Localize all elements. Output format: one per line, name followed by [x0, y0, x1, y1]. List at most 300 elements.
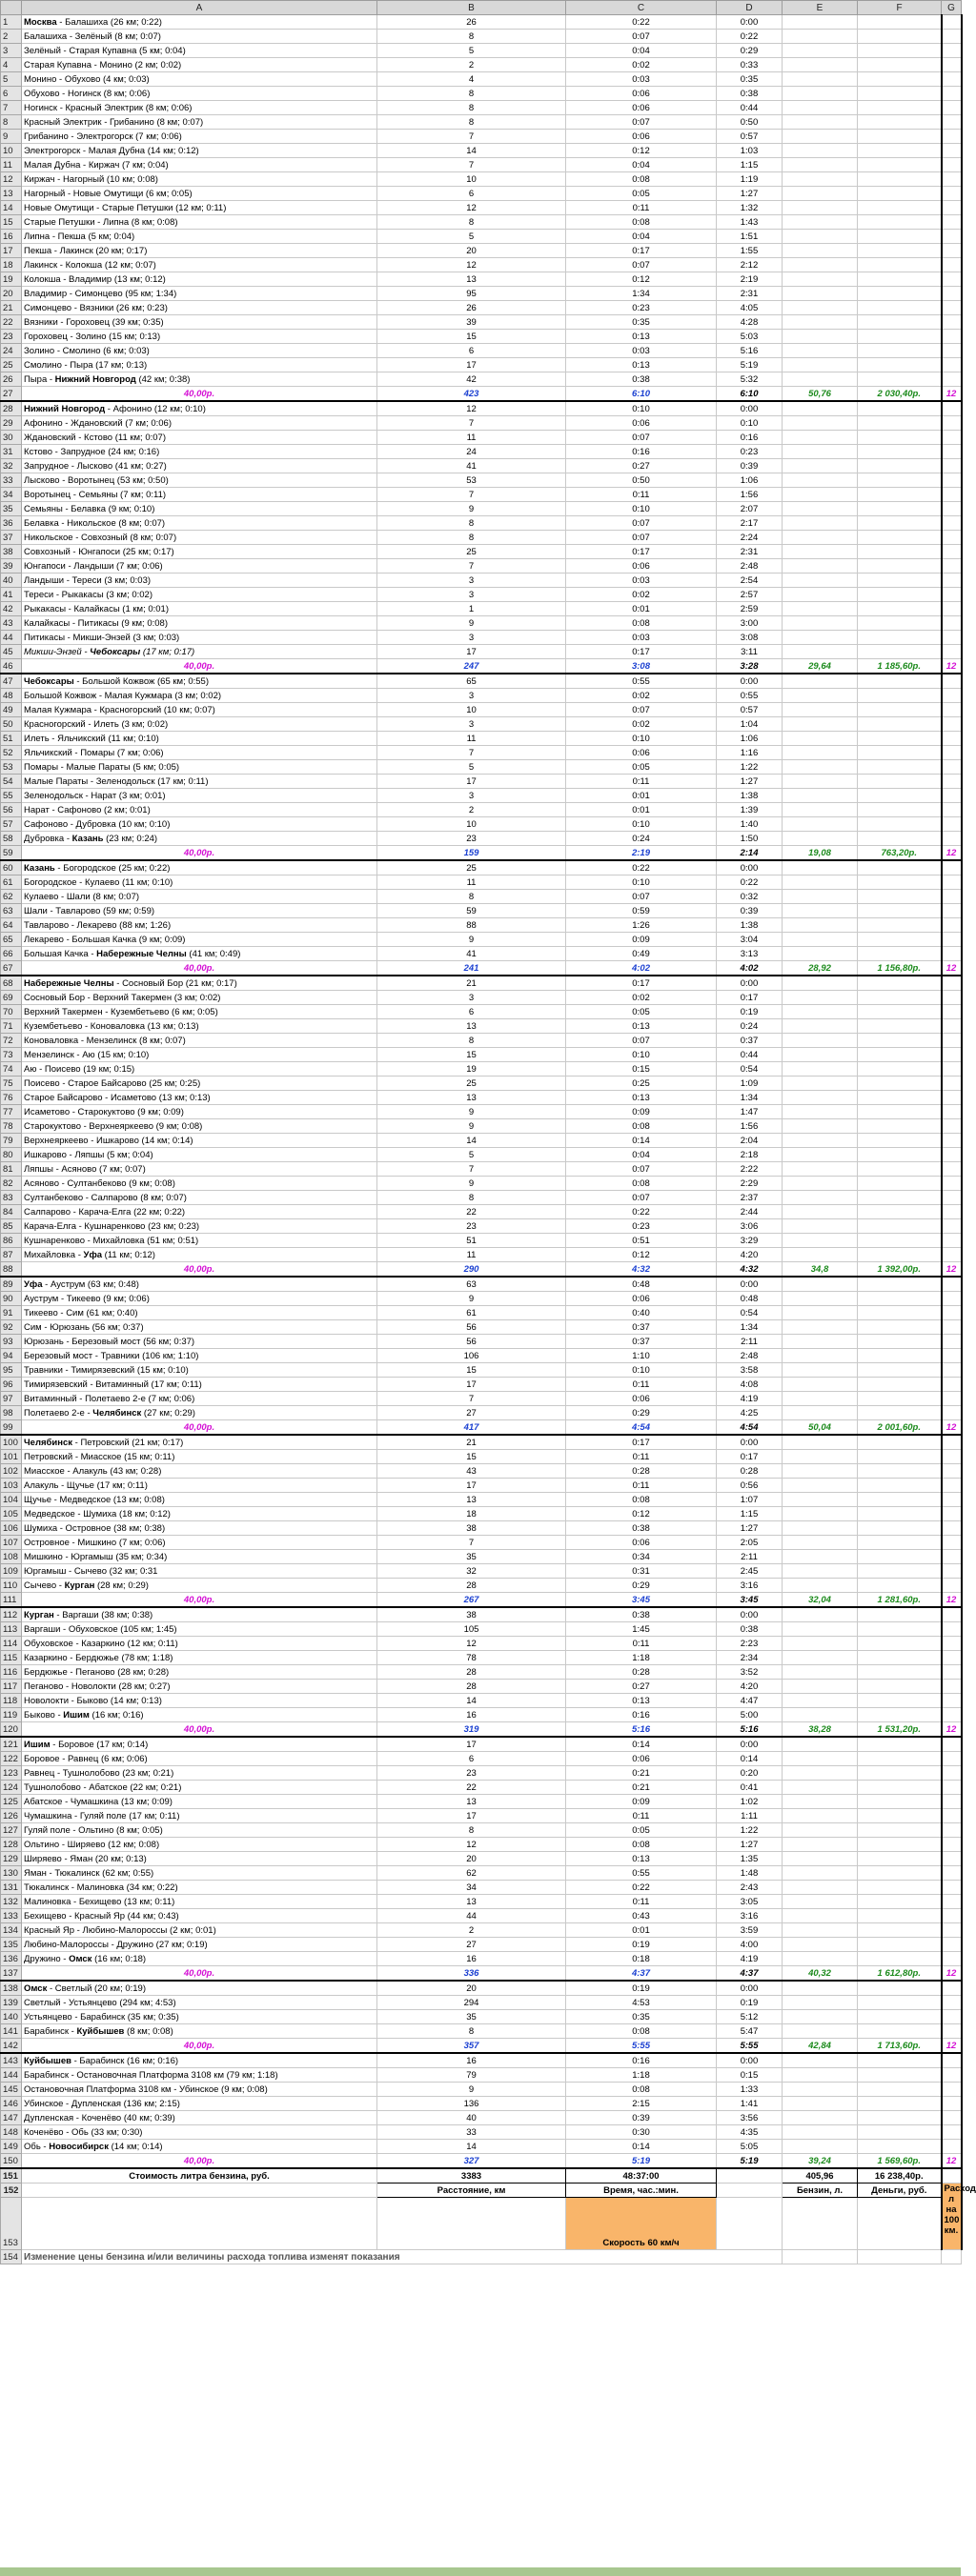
consumption[interactable]	[942, 2097, 962, 2111]
elapsed-time[interactable]: 4:19	[717, 1952, 783, 1966]
fuel-money[interactable]	[858, 1536, 942, 1550]
fuel-money[interactable]	[858, 58, 942, 72]
distance-km[interactable]: 267	[377, 1593, 566, 1608]
fuel-money[interactable]	[858, 1923, 942, 1938]
consumption[interactable]	[942, 1809, 962, 1823]
travel-time[interactable]: 0:07	[566, 516, 717, 531]
consumption[interactable]	[942, 1909, 962, 1923]
route-segment[interactable]	[22, 904, 377, 918]
row-header[interactable]: 33	[1, 473, 22, 488]
route-segment[interactable]	[22, 918, 377, 933]
consumption[interactable]	[942, 2010, 962, 2024]
elapsed-time[interactable]: 0:00	[717, 976, 783, 991]
fuel-liters[interactable]	[783, 1363, 858, 1378]
distance-km[interactable]: 65	[377, 674, 566, 689]
fuel-liters[interactable]	[783, 2053, 858, 2068]
elapsed-time[interactable]: 1:04	[717, 717, 783, 732]
elapsed-time[interactable]: 3:28	[717, 659, 783, 674]
travel-time[interactable]: 0:02	[566, 717, 717, 732]
distance-km[interactable]: 105	[377, 1622, 566, 1637]
row-header[interactable]: 139	[1, 1996, 22, 2010]
consumption[interactable]	[942, 631, 962, 645]
route-segment[interactable]	[22, 1349, 377, 1363]
fuel-money[interactable]: 763,20р.	[858, 846, 942, 861]
route-segment[interactable]	[22, 1881, 377, 1895]
elapsed-time[interactable]: 4:47	[717, 1694, 783, 1708]
elapsed-time[interactable]: 5:16	[717, 1722, 783, 1738]
fuel-liters[interactable]	[783, 1622, 858, 1637]
elapsed-time[interactable]: 0:19	[717, 1996, 783, 2010]
consumption[interactable]	[942, 416, 962, 431]
row-header[interactable]: 37	[1, 531, 22, 545]
row-header[interactable]: 49	[1, 703, 22, 717]
consumption[interactable]	[942, 502, 962, 516]
consumption[interactable]	[942, 1019, 962, 1034]
consumption[interactable]: 12	[942, 961, 962, 976]
fuel-money[interactable]	[858, 645, 942, 659]
column-header-a[interactable]: A	[22, 1, 377, 15]
fuel-liters[interactable]	[783, 531, 858, 545]
fuel-money[interactable]	[858, 2125, 942, 2140]
distance-km[interactable]: 59	[377, 904, 566, 918]
route-segment[interactable]	[22, 344, 377, 358]
fuel-money[interactable]	[858, 717, 942, 732]
distance-km[interactable]: 34	[377, 1881, 566, 1895]
consumption[interactable]	[942, 1005, 962, 1019]
fuel-money[interactable]	[858, 1622, 942, 1637]
consumption[interactable]	[942, 1694, 962, 1708]
elapsed-time[interactable]: 1:56	[717, 1119, 783, 1134]
distance-km[interactable]: 19	[377, 1062, 566, 1077]
distance-km[interactable]: 106	[377, 1349, 566, 1363]
distance-km[interactable]: 8	[377, 890, 566, 904]
consumption[interactable]	[942, 1077, 962, 1091]
fuel-liters[interactable]	[783, 1005, 858, 1019]
fuel-money[interactable]	[858, 44, 942, 58]
consumption[interactable]	[942, 1665, 962, 1680]
route-segment[interactable]	[22, 933, 377, 947]
route-segment[interactable]	[22, 130, 377, 144]
row-header[interactable]: 117	[1, 1680, 22, 1694]
fuel-money[interactable]	[858, 158, 942, 172]
travel-time[interactable]: 0:11	[566, 1479, 717, 1493]
fuel-money[interactable]	[858, 187, 942, 201]
fuel-money[interactable]	[858, 230, 942, 244]
fuel-liters[interactable]	[783, 1823, 858, 1838]
elapsed-time[interactable]: 0:28	[717, 1464, 783, 1479]
fuel-money[interactable]	[858, 287, 942, 301]
row-header[interactable]: 20	[1, 287, 22, 301]
fuel-liters[interactable]	[783, 1607, 858, 1622]
route-segment[interactable]	[22, 258, 377, 272]
row-header[interactable]: 134	[1, 1923, 22, 1938]
travel-time[interactable]: 0:22	[566, 1881, 717, 1895]
route-segment[interactable]	[22, 1536, 377, 1550]
travel-time[interactable]: 0:10	[566, 875, 717, 890]
fuel-money[interactable]	[858, 1205, 942, 1219]
distance-km[interactable]: 3	[377, 631, 566, 645]
consumption[interactable]	[942, 1435, 962, 1450]
fuel-liters[interactable]: 34,8	[783, 1262, 858, 1278]
distance-km[interactable]: 17	[377, 1809, 566, 1823]
elapsed-time[interactable]: 2:37	[717, 1191, 783, 1205]
fuel-money[interactable]	[858, 1105, 942, 1119]
row-header[interactable]: 32	[1, 459, 22, 473]
consumption[interactable]	[942, 531, 962, 545]
travel-time[interactable]: 0:24	[566, 832, 717, 846]
distance-km[interactable]: 17	[377, 1378, 566, 1392]
elapsed-time[interactable]: 1:51	[717, 230, 783, 244]
travel-time[interactable]: 0:10	[566, 1363, 717, 1378]
row-header[interactable]: 26	[1, 372, 22, 387]
travel-time[interactable]: 0:37	[566, 1320, 717, 1335]
fuel-liters[interactable]	[783, 991, 858, 1005]
fuel-liters[interactable]	[783, 1450, 858, 1464]
consumption[interactable]	[942, 1881, 962, 1895]
travel-time[interactable]: 0:10	[566, 401, 717, 416]
travel-time[interactable]: 0:55	[566, 1866, 717, 1881]
fuel-money[interactable]	[858, 1219, 942, 1234]
distance-km[interactable]: 357	[377, 2039, 566, 2054]
route-segment[interactable]	[22, 1234, 377, 1248]
distance-km[interactable]: 88	[377, 918, 566, 933]
travel-time[interactable]: 0:17	[566, 645, 717, 659]
row-header[interactable]: 89	[1, 1277, 22, 1292]
fuel-money[interactable]	[858, 488, 942, 502]
distance-km[interactable]: 8	[377, 30, 566, 44]
elapsed-time[interactable]: 2:31	[717, 287, 783, 301]
distance-km[interactable]: 7	[377, 158, 566, 172]
fuel-money[interactable]: 1 392,00р.	[858, 1262, 942, 1278]
fuel-money[interactable]	[858, 72, 942, 87]
fuel-liters[interactable]	[783, 301, 858, 315]
fuel-money[interactable]	[858, 1148, 942, 1162]
elapsed-time[interactable]: 5:19	[717, 2154, 783, 2169]
fuel-money[interactable]	[858, 172, 942, 187]
route-segment[interactable]	[22, 1162, 377, 1177]
distance-km[interactable]: 25	[377, 545, 566, 559]
fuel-money[interactable]	[858, 631, 942, 645]
fuel-liters[interactable]	[783, 1392, 858, 1406]
row-header[interactable]: 86	[1, 1234, 22, 1248]
fuel-money[interactable]	[858, 1435, 942, 1450]
route-segment[interactable]	[22, 1923, 377, 1938]
elapsed-time[interactable]: 1:33	[717, 2083, 783, 2097]
fuel-liters[interactable]	[783, 1464, 858, 1479]
fuel-liters[interactable]	[783, 459, 858, 473]
row-header[interactable]: 40	[1, 574, 22, 588]
elapsed-time[interactable]: 0:00	[717, 1435, 783, 1450]
travel-time[interactable]: 0:39	[566, 2111, 717, 2125]
distance-km[interactable]: 5	[377, 1148, 566, 1162]
consumption[interactable]	[942, 58, 962, 72]
fuel-money[interactable]	[858, 918, 942, 933]
column-header-f[interactable]: F	[858, 1, 942, 15]
travel-time[interactable]: 0:22	[566, 1205, 717, 1219]
consumption[interactable]	[942, 1248, 962, 1262]
distance-km[interactable]: 12	[377, 401, 566, 416]
fuel-money[interactable]	[858, 445, 942, 459]
row-header[interactable]: 48	[1, 689, 22, 703]
travel-time[interactable]: 0:07	[566, 1191, 717, 1205]
elapsed-time[interactable]: 0:00	[717, 1277, 783, 1292]
consumption[interactable]	[942, 15, 962, 30]
travel-time[interactable]: 0:10	[566, 1048, 717, 1062]
row-header[interactable]: 27	[1, 387, 22, 402]
fuel-liters[interactable]	[783, 817, 858, 832]
consumption[interactable]	[942, 1119, 962, 1134]
fuel-price[interactable]	[22, 659, 377, 674]
travel-time[interactable]: 0:10	[566, 502, 717, 516]
consumption[interactable]	[942, 933, 962, 947]
fuel-money[interactable]	[858, 201, 942, 215]
consumption[interactable]	[942, 1320, 962, 1335]
travel-time[interactable]: 0:13	[566, 1694, 717, 1708]
travel-time[interactable]: 0:14	[566, 1134, 717, 1148]
consumption[interactable]	[942, 1737, 962, 1752]
route-segment[interactable]	[22, 1406, 377, 1420]
distance-km[interactable]: 8	[377, 1034, 566, 1048]
row-header[interactable]: 154	[1, 2250, 22, 2264]
travel-time[interactable]: 0:01	[566, 1923, 717, 1938]
distance-km[interactable]: 39	[377, 315, 566, 330]
consumption[interactable]	[942, 1091, 962, 1105]
consumption[interactable]	[942, 1148, 962, 1162]
row-header[interactable]: 7	[1, 101, 22, 115]
travel-time[interactable]: 0:13	[566, 1091, 717, 1105]
elapsed-time[interactable]: 1:22	[717, 1823, 783, 1838]
elapsed-time[interactable]: 2:24	[717, 531, 783, 545]
elapsed-time[interactable]: 0:00	[717, 1607, 783, 1622]
distance-km[interactable]: 11	[377, 732, 566, 746]
row-header[interactable]: 120	[1, 1722, 22, 1738]
row-header[interactable]: 25	[1, 358, 22, 372]
fuel-money[interactable]	[858, 1881, 942, 1895]
consumption[interactable]	[942, 1521, 962, 1536]
column-header-b[interactable]: B	[377, 1, 566, 15]
route-segment[interactable]	[22, 401, 377, 416]
row-header[interactable]: 24	[1, 344, 22, 358]
row-header[interactable]: 81	[1, 1162, 22, 1177]
travel-time[interactable]: 0:29	[566, 1406, 717, 1420]
route-segment[interactable]	[22, 301, 377, 315]
route-segment[interactable]	[22, 1766, 377, 1781]
row-header[interactable]: 41	[1, 588, 22, 602]
fuel-money[interactable]	[858, 1077, 942, 1091]
consumption[interactable]	[942, 1450, 962, 1464]
distance-km[interactable]: 20	[377, 1852, 566, 1866]
cell[interactable]	[377, 2198, 566, 2250]
consumption[interactable]	[942, 1306, 962, 1320]
distance-km[interactable]: 28	[377, 1680, 566, 1694]
fuel-money[interactable]	[858, 1651, 942, 1665]
distance-km[interactable]: 327	[377, 2154, 566, 2169]
distance-km[interactable]: 2	[377, 58, 566, 72]
fuel-liters[interactable]	[783, 130, 858, 144]
route-segment[interactable]	[22, 2083, 377, 2097]
row-header[interactable]: 10	[1, 144, 22, 158]
row-header[interactable]: 51	[1, 732, 22, 746]
travel-time[interactable]: 1:26	[566, 918, 717, 933]
distance-km[interactable]: 18	[377, 1507, 566, 1521]
fuel-liters[interactable]	[783, 401, 858, 416]
elapsed-time[interactable]: 3:56	[717, 2111, 783, 2125]
travel-time[interactable]: 0:07	[566, 1034, 717, 1048]
consumption[interactable]	[942, 674, 962, 689]
route-segment[interactable]	[22, 1680, 377, 1694]
distance-km[interactable]: 11	[377, 1248, 566, 1262]
consumption[interactable]	[942, 860, 962, 875]
route-segment[interactable]	[22, 101, 377, 115]
travel-time[interactable]: 0:08	[566, 2083, 717, 2097]
elapsed-time[interactable]: 0:14	[717, 1752, 783, 1766]
fuel-price[interactable]	[22, 961, 377, 976]
elapsed-time[interactable]: 1:55	[717, 244, 783, 258]
travel-time[interactable]: 0:16	[566, 445, 717, 459]
consumption[interactable]: 12	[942, 846, 962, 861]
route-segment[interactable]	[22, 1219, 377, 1234]
distance-km[interactable]: 5	[377, 44, 566, 58]
distance-km[interactable]: 136	[377, 2097, 566, 2111]
distance-km[interactable]: 22	[377, 1205, 566, 1219]
consumption[interactable]	[942, 1277, 962, 1292]
fuel-liters[interactable]	[783, 1550, 858, 1564]
travel-time[interactable]: 0:08	[566, 1838, 717, 1852]
travel-time[interactable]: 0:06	[566, 87, 717, 101]
consumption[interactable]	[942, 144, 962, 158]
fuel-liters[interactable]	[783, 1809, 858, 1823]
route-segment[interactable]	[22, 516, 377, 531]
travel-time[interactable]: 0:07	[566, 703, 717, 717]
fuel-liters[interactable]: 38,28	[783, 1722, 858, 1738]
row-header[interactable]: 94	[1, 1349, 22, 1363]
elapsed-time[interactable]: 4:20	[717, 1248, 783, 1262]
column-header-c[interactable]: C	[566, 1, 717, 15]
consumption[interactable]	[942, 1177, 962, 1191]
distance-km[interactable]: 28	[377, 1579, 566, 1593]
distance-km[interactable]: 17	[377, 1479, 566, 1493]
distance-km[interactable]: 12	[377, 1838, 566, 1852]
travel-time[interactable]: 0:02	[566, 991, 717, 1005]
route-segment[interactable]	[22, 1895, 377, 1909]
elapsed-time[interactable]: 4:28	[717, 315, 783, 330]
elapsed-time[interactable]: 2:05	[717, 1536, 783, 1550]
travel-time[interactable]: 0:11	[566, 1809, 717, 1823]
fuel-liters[interactable]	[783, 1895, 858, 1909]
consumption[interactable]	[942, 1766, 962, 1781]
elapsed-time[interactable]: 3:06	[717, 1219, 783, 1234]
cell[interactable]	[717, 2198, 783, 2250]
distance-km[interactable]: 61	[377, 1306, 566, 1320]
elapsed-time[interactable]: 0:38	[717, 87, 783, 101]
consumption[interactable]	[942, 616, 962, 631]
travel-time[interactable]: 0:04	[566, 44, 717, 58]
row-header[interactable]: 60	[1, 860, 22, 875]
distance-km[interactable]: 15	[377, 1048, 566, 1062]
fuel-money[interactable]	[858, 1852, 942, 1866]
row-header[interactable]: 131	[1, 1881, 22, 1895]
distance-km[interactable]: 3	[377, 991, 566, 1005]
fuel-money[interactable]	[858, 2111, 942, 2125]
distance-km[interactable]: 2	[377, 803, 566, 817]
fuel-money[interactable]	[858, 574, 942, 588]
elapsed-time[interactable]: 0:57	[717, 130, 783, 144]
distance-km[interactable]: 12	[377, 258, 566, 272]
fuel-liters[interactable]	[783, 1795, 858, 1809]
elapsed-time[interactable]: 5:16	[717, 344, 783, 358]
fuel-liters[interactable]	[783, 574, 858, 588]
fuel-liters[interactable]	[783, 215, 858, 230]
fuel-liters[interactable]: 39,24	[783, 2154, 858, 2169]
row-header[interactable]: 58	[1, 832, 22, 846]
travel-time[interactable]: 0:14	[566, 1737, 717, 1752]
row-header[interactable]: 57	[1, 817, 22, 832]
elapsed-time[interactable]: 0:54	[717, 1062, 783, 1077]
fuel-money[interactable]	[858, 1708, 942, 1722]
consumption[interactable]: 12	[942, 659, 962, 674]
row-header[interactable]: 122	[1, 1752, 22, 1766]
distance-km[interactable]: 26	[377, 301, 566, 315]
fuel-money[interactable]	[858, 703, 942, 717]
route-segment[interactable]	[22, 2053, 377, 2068]
row-header[interactable]: 88	[1, 1262, 22, 1278]
fuel-price[interactable]	[22, 2039, 377, 2054]
distance-km[interactable]: 41	[377, 459, 566, 473]
consumption[interactable]	[942, 789, 962, 803]
consumption[interactable]	[942, 1852, 962, 1866]
row-header[interactable]: 87	[1, 1248, 22, 1262]
distance-km[interactable]: 9	[377, 1119, 566, 1134]
distance-km[interactable]: 294	[377, 1996, 566, 2010]
fuel-liters[interactable]	[783, 230, 858, 244]
fuel-money[interactable]	[858, 502, 942, 516]
elapsed-time[interactable]: 0:54	[717, 1306, 783, 1320]
travel-time[interactable]: 0:35	[566, 2010, 717, 2024]
consumption[interactable]: 12	[942, 1262, 962, 1278]
row-header[interactable]: 99	[1, 1420, 22, 1436]
fuel-liters[interactable]	[783, 775, 858, 789]
row-header[interactable]: 72	[1, 1034, 22, 1048]
elapsed-time[interactable]: 0:55	[717, 689, 783, 703]
fuel-money[interactable]	[858, 215, 942, 230]
consumption[interactable]	[942, 1866, 962, 1881]
travel-time[interactable]: 0:06	[566, 559, 717, 574]
consumption[interactable]	[942, 1622, 962, 1637]
fuel-money[interactable]	[858, 1766, 942, 1781]
route-segment[interactable]	[22, 187, 377, 201]
fuel-money[interactable]	[858, 1091, 942, 1105]
fuel-liters[interactable]	[783, 1923, 858, 1938]
fuel-money[interactable]	[858, 2097, 942, 2111]
route-segment[interactable]	[22, 1823, 377, 1838]
fuel-price[interactable]	[22, 2154, 377, 2169]
travel-time[interactable]: 0:18	[566, 1952, 717, 1966]
elapsed-time[interactable]: 3:16	[717, 1579, 783, 1593]
fuel-money[interactable]	[858, 101, 942, 115]
distance-km[interactable]: 8	[377, 101, 566, 115]
fuel-money[interactable]	[858, 330, 942, 344]
row-header[interactable]: 111	[1, 1593, 22, 1608]
fuel-money[interactable]	[858, 1062, 942, 1077]
distance-km[interactable]: 21	[377, 1435, 566, 1450]
travel-time[interactable]: 0:21	[566, 1781, 717, 1795]
route-segment[interactable]	[22, 631, 377, 645]
fuel-money[interactable]	[858, 1795, 942, 1809]
row-header[interactable]: 76	[1, 1091, 22, 1105]
travel-time[interactable]: 0:07	[566, 531, 717, 545]
distance-km[interactable]: 8	[377, 1191, 566, 1205]
fuel-liters[interactable]	[783, 1234, 858, 1248]
